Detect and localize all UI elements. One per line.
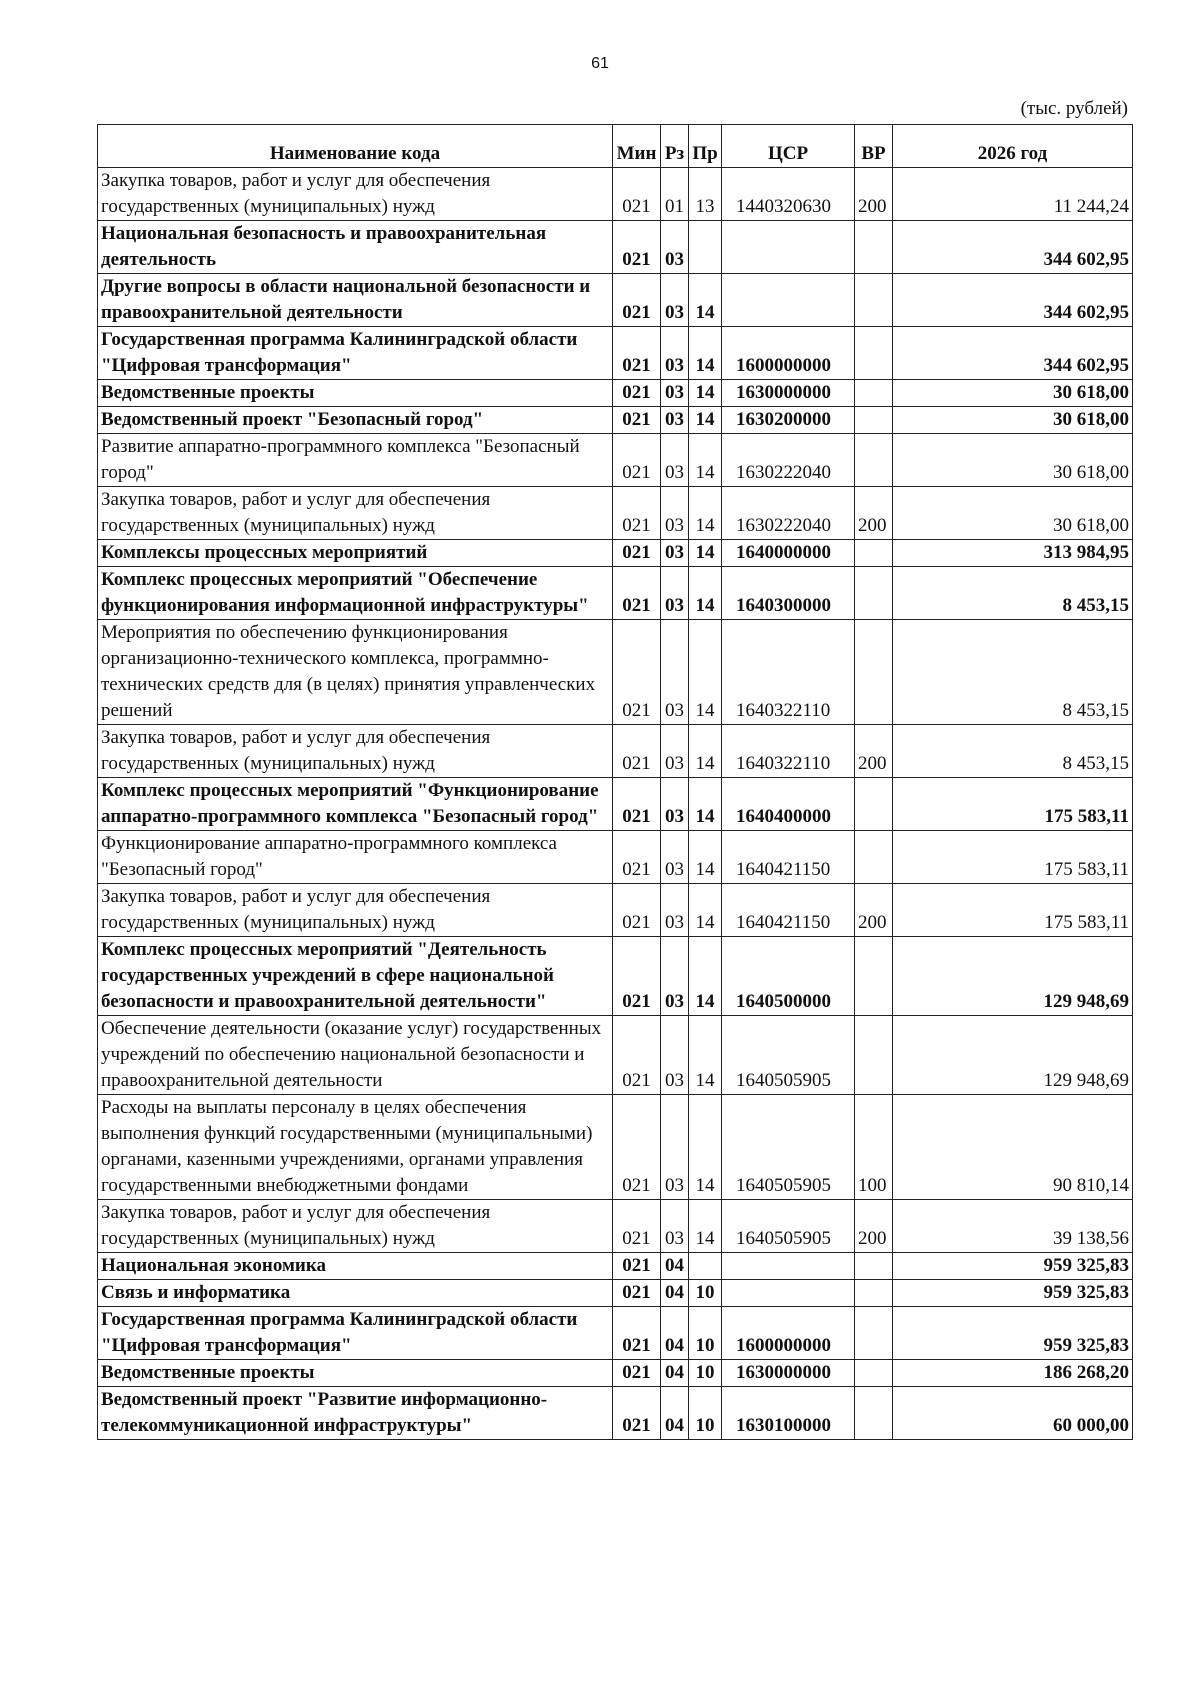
cell-vr <box>855 620 893 725</box>
cell-csr: 1640322110 <box>722 725 855 778</box>
cell-rz: 03 <box>661 1095 689 1200</box>
cell-rz: 03 <box>661 1016 689 1095</box>
cell-vr <box>855 1253 893 1280</box>
cell-pr: 10 <box>689 1360 722 1387</box>
table-row <box>98 380 1133 407</box>
cell-name: Ведомственные проекты <box>98 1360 613 1387</box>
table-row <box>98 725 1133 778</box>
cell-csr: 1640500000 <box>722 937 855 1016</box>
cell-name: Комплекс процессных мероприятий "Обеспечение функционирования информационной инфраструктуры" <box>98 567 613 620</box>
cell-min: 021 <box>613 1253 661 1280</box>
cell-pr: 10 <box>689 1387 722 1440</box>
header-name: Наименование кода <box>98 125 613 168</box>
cell-min: 021 <box>613 1307 661 1360</box>
cell-vr <box>855 567 893 620</box>
table-row <box>98 1307 1133 1360</box>
header-min: Мин <box>613 125 661 168</box>
cell-min: 021 <box>613 1280 661 1307</box>
cell-sum: 90 810,14 <box>893 1095 1133 1200</box>
cell-vr <box>855 540 893 567</box>
cell-pr: 14 <box>689 1016 722 1095</box>
header-year: 2026 год <box>893 125 1133 168</box>
cell-csr <box>722 1280 855 1307</box>
budget-table <box>97 124 1133 1440</box>
cell-sum: 30 618,00 <box>893 407 1133 434</box>
table-header-row <box>98 125 1133 168</box>
cell-csr: 1600000000 <box>722 327 855 380</box>
cell-sum: 11 244,24 <box>893 168 1133 221</box>
cell-pr: 14 <box>689 274 722 327</box>
cell-rz: 03 <box>661 540 689 567</box>
cell-name: Комплекс процессных мероприятий "Функционирование аппаратно-программного комплекса "Безопасный город" <box>98 778 613 831</box>
cell-pr: 14 <box>689 434 722 487</box>
cell-min: 021 <box>613 168 661 221</box>
cell-min: 021 <box>613 884 661 937</box>
cell-rz: 03 <box>661 725 689 778</box>
cell-vr: 100 <box>855 1095 893 1200</box>
cell-rz: 03 <box>661 221 689 274</box>
cell-name: Связь и информатика <box>98 1280 613 1307</box>
cell-name: Закупка товаров, работ и услуг для обеспечения государственных (муниципальных) нужд <box>98 725 613 778</box>
table-row <box>98 1253 1133 1280</box>
table-row <box>98 327 1133 380</box>
cell-pr: 14 <box>689 380 722 407</box>
cell-vr <box>855 434 893 487</box>
cell-sum: 39 138,56 <box>893 1200 1133 1253</box>
cell-csr <box>722 274 855 327</box>
cell-vr <box>855 1360 893 1387</box>
cell-min: 021 <box>613 1360 661 1387</box>
cell-min: 021 <box>613 434 661 487</box>
cell-csr: 1640505905 <box>722 1016 855 1095</box>
table-row <box>98 937 1133 1016</box>
cell-vr <box>855 221 893 274</box>
table-row <box>98 831 1133 884</box>
cell-pr <box>689 1253 722 1280</box>
cell-sum: 344 602,95 <box>893 274 1133 327</box>
cell-rz: 03 <box>661 327 689 380</box>
cell-pr: 14 <box>689 567 722 620</box>
cell-vr <box>855 1016 893 1095</box>
cell-rz: 04 <box>661 1360 689 1387</box>
table-row <box>98 778 1133 831</box>
cell-rz: 03 <box>661 1200 689 1253</box>
cell-csr: 1640421150 <box>722 884 855 937</box>
cell-rz: 03 <box>661 884 689 937</box>
cell-csr: 1640421150 <box>722 831 855 884</box>
cell-pr: 14 <box>689 937 722 1016</box>
cell-min: 021 <box>613 778 661 831</box>
cell-name: Другие вопросы в области национальной безопасности и правоохранительной деятельности <box>98 274 613 327</box>
cell-min: 021 <box>613 487 661 540</box>
cell-rz: 03 <box>661 937 689 1016</box>
table-row <box>98 407 1133 434</box>
header-rz: Рз <box>661 125 689 168</box>
cell-vr <box>855 380 893 407</box>
cell-vr <box>855 937 893 1016</box>
cell-name: Государственная программа Калининградской области "Цифровая трансформация" <box>98 1307 613 1360</box>
cell-min: 021 <box>613 221 661 274</box>
cell-min: 021 <box>613 380 661 407</box>
table-row <box>98 487 1133 540</box>
cell-min: 021 <box>613 1095 661 1200</box>
cell-vr <box>855 1387 893 1440</box>
cell-name: Закупка товаров, работ и услуг для обеспечения государственных (муниципальных) нужд <box>98 1200 613 1253</box>
table-row <box>98 434 1133 487</box>
cell-sum: 175 583,11 <box>893 778 1133 831</box>
cell-sum: 959 325,83 <box>893 1253 1133 1280</box>
table-row <box>98 620 1133 725</box>
cell-vr: 200 <box>855 168 893 221</box>
cell-pr: 14 <box>689 1095 722 1200</box>
cell-csr: 1640400000 <box>722 778 855 831</box>
cell-sum: 8 453,15 <box>893 620 1133 725</box>
cell-csr: 1630000000 <box>722 1360 855 1387</box>
page-number: 61 <box>591 55 609 72</box>
cell-sum: 186 268,20 <box>893 1360 1133 1387</box>
header-vr: ВР <box>855 125 893 168</box>
cell-min: 021 <box>613 407 661 434</box>
cell-name: Обеспечение деятельности (оказание услуг) государственных учреждений по обеспечению национальной безопасности и правоохранительной деятельности <box>98 1016 613 1095</box>
cell-rz: 03 <box>661 831 689 884</box>
header-csr: ЦСР <box>722 125 855 168</box>
cell-name: Ведомственные проекты <box>98 380 613 407</box>
cell-name: Закупка товаров, работ и услуг для обеспечения государственных (муниципальных) нужд <box>98 487 613 540</box>
cell-rz: 03 <box>661 620 689 725</box>
cell-csr <box>722 1253 855 1280</box>
cell-name: Комплекс процессных мероприятий "Деятельность государственных учреждений в сфере национальной безопасности и правоохранительной деятельности" <box>98 937 613 1016</box>
cell-sum: 30 618,00 <box>893 434 1133 487</box>
cell-name: Закупка товаров, работ и услуг для обеспечения государственных (муниципальных) нужд <box>98 884 613 937</box>
cell-rz: 03 <box>661 567 689 620</box>
cell-min: 021 <box>613 1387 661 1440</box>
cell-sum: 129 948,69 <box>893 1016 1133 1095</box>
table-row <box>98 1387 1133 1440</box>
cell-csr <box>722 221 855 274</box>
cell-name: Национальная экономика <box>98 1253 613 1280</box>
cell-sum: 30 618,00 <box>893 487 1133 540</box>
cell-rz: 04 <box>661 1307 689 1360</box>
cell-name: Закупка товаров, работ и услуг для обеспечения государственных (муниципальных) нужд <box>98 168 613 221</box>
cell-min: 021 <box>613 1016 661 1095</box>
table-row <box>98 884 1133 937</box>
cell-csr: 1640322110 <box>722 620 855 725</box>
cell-name: Функционирование аппаратно-программного комплекса "Безопасный город" <box>98 831 613 884</box>
cell-csr: 1640300000 <box>722 567 855 620</box>
cell-vr: 200 <box>855 1200 893 1253</box>
cell-sum: 175 583,11 <box>893 884 1133 937</box>
cell-vr: 200 <box>855 884 893 937</box>
cell-pr: 14 <box>689 620 722 725</box>
cell-csr: 1640505905 <box>722 1200 855 1253</box>
cell-pr: 14 <box>689 487 722 540</box>
table-body <box>98 168 1133 1440</box>
table-row <box>98 1200 1133 1253</box>
cell-pr: 13 <box>689 168 722 221</box>
table-row <box>98 567 1133 620</box>
cell-pr: 14 <box>689 540 722 567</box>
table-row <box>98 1016 1133 1095</box>
cell-sum: 959 325,83 <box>893 1280 1133 1307</box>
header-pr: Пр <box>689 125 722 168</box>
cell-rz: 04 <box>661 1280 689 1307</box>
cell-rz: 03 <box>661 487 689 540</box>
table-row <box>98 1095 1133 1200</box>
cell-sum: 313 984,95 <box>893 540 1133 567</box>
cell-csr: 1440320630 <box>722 168 855 221</box>
cell-sum: 129 948,69 <box>893 937 1133 1016</box>
cell-csr: 1640000000 <box>722 540 855 567</box>
cell-vr: 200 <box>855 725 893 778</box>
cell-csr: 1630222040 <box>722 434 855 487</box>
cell-csr: 1640505905 <box>722 1095 855 1200</box>
cell-pr: 14 <box>689 778 722 831</box>
cell-vr <box>855 407 893 434</box>
table-row <box>98 274 1133 327</box>
cell-csr: 1630000000 <box>722 380 855 407</box>
cell-min: 021 <box>613 274 661 327</box>
cell-vr <box>855 778 893 831</box>
cell-pr <box>689 221 722 274</box>
table-row <box>98 1280 1133 1307</box>
table-row <box>98 221 1133 274</box>
cell-pr: 14 <box>689 1200 722 1253</box>
cell-pr: 10 <box>689 1280 722 1307</box>
cell-sum: 344 602,95 <box>893 221 1133 274</box>
cell-rz: 03 <box>661 778 689 831</box>
cell-name: Развитие аппаратно-программного комплекса "Безопасный город" <box>98 434 613 487</box>
cell-csr: 1630100000 <box>722 1387 855 1440</box>
cell-sum: 8 453,15 <box>893 725 1133 778</box>
cell-sum: 959 325,83 <box>893 1307 1133 1360</box>
cell-min: 021 <box>613 937 661 1016</box>
cell-name: Национальная безопасность и правоохранительная деятельность <box>98 221 613 274</box>
cell-vr <box>855 327 893 380</box>
cell-vr: 200 <box>855 487 893 540</box>
cell-rz: 04 <box>661 1387 689 1440</box>
cell-name: Ведомственный проект "Развитие информационно-телекоммуникационной инфраструктуры" <box>98 1387 613 1440</box>
cell-csr: 1600000000 <box>722 1307 855 1360</box>
cell-sum: 175 583,11 <box>893 831 1133 884</box>
cell-name: Мероприятия по обеспечению функционирования организационно-технического комплекса, программно-технических средств для (в целях) принятия управленческих решений <box>98 620 613 725</box>
cell-min: 021 <box>613 327 661 380</box>
cell-rz: 03 <box>661 434 689 487</box>
cell-vr <box>855 1280 893 1307</box>
cell-min: 021 <box>613 725 661 778</box>
cell-pr: 14 <box>689 407 722 434</box>
cell-rz: 04 <box>661 1253 689 1280</box>
table-row <box>98 540 1133 567</box>
cell-name: Расходы на выплаты персоналу в целях обеспечения выполнения функций государственными (муниципальными) органами, казенными учреждениями, органами управления государственными внебюджетными фондами <box>98 1095 613 1200</box>
cell-min: 021 <box>613 1200 661 1253</box>
cell-pr: 14 <box>689 725 722 778</box>
cell-name: Ведомственный проект "Безопасный город" <box>98 407 613 434</box>
table-row <box>98 168 1133 221</box>
cell-min: 021 <box>613 831 661 884</box>
cell-sum: 8 453,15 <box>893 567 1133 620</box>
cell-rz: 03 <box>661 274 689 327</box>
cell-vr <box>855 831 893 884</box>
cell-name: Государственная программа Калининградской области "Цифровая трансформация" <box>98 327 613 380</box>
cell-pr: 14 <box>689 884 722 937</box>
cell-name: Комплексы процессных мероприятий <box>98 540 613 567</box>
cell-sum: 344 602,95 <box>893 327 1133 380</box>
cell-sum: 30 618,00 <box>893 380 1133 407</box>
cell-rz: 01 <box>661 168 689 221</box>
cell-rz: 03 <box>661 407 689 434</box>
units-label: (тыс. рублей) <box>1020 98 1128 119</box>
cell-pr: 14 <box>689 831 722 884</box>
cell-csr: 1630200000 <box>722 407 855 434</box>
cell-vr <box>855 274 893 327</box>
cell-min: 021 <box>613 620 661 725</box>
table-row <box>98 1360 1133 1387</box>
cell-rz: 03 <box>661 380 689 407</box>
cell-vr <box>855 1307 893 1360</box>
cell-pr: 14 <box>689 327 722 380</box>
cell-pr: 10 <box>689 1307 722 1360</box>
cell-min: 021 <box>613 540 661 567</box>
cell-csr: 1630222040 <box>722 487 855 540</box>
cell-min: 021 <box>613 567 661 620</box>
cell-sum: 60 000,00 <box>893 1387 1133 1440</box>
